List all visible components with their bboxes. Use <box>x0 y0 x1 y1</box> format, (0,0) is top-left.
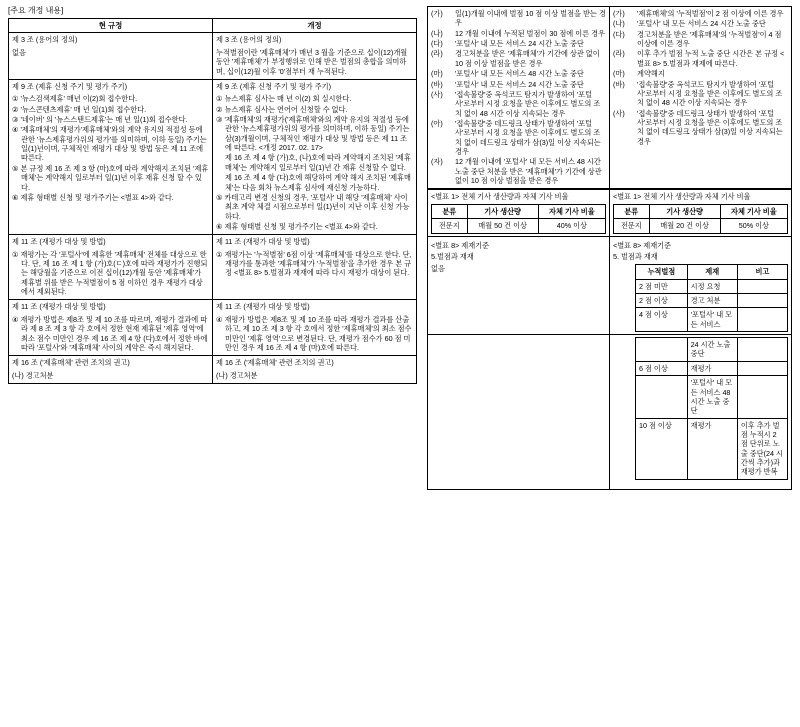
clause-item: ⑤ 카테고리 변경 신청의 경우, '포털사' 내 해당 '제휴매체' 사이 최초 계약 체결 시점으로부터 일(1)년이 지난 이후 신청 가능하다. <box>216 192 410 221</box>
item-text: 일(1)개월 이내에 벌점 10 점 이상 벌점을 받는 경우 <box>455 9 606 28</box>
clause-item: ③ '제휴매체'의 재평가('제휴매체'와의 계약 유지의 적절성 등에 관한 '뉴스제휴평가위의 평가를 의미하며, 이하 동일) 주기는 삼(3)개월이며, 구체적인 재평가 대상 및 방법 등은 제 11 조에 따른다. <개정 2017. 02. 17> <box>216 114 410 153</box>
item-text: '접속불량'중 데드링크 상태가 발생하여 '포털사'로부터 시정 요청을 받은 이후에도 별도의 조치 없이 데드링크 상태가 삼(3)일 이상 지속되는 경우 <box>637 108 783 146</box>
cell-score: 2 점 미만 <box>636 279 688 293</box>
cell-note <box>737 308 787 332</box>
item-number: (가) <box>613 9 625 18</box>
item-number: (라) <box>431 49 443 59</box>
sanction-table-continued <box>635 337 788 480</box>
cell-revised <box>610 190 792 236</box>
table-row <box>9 356 417 384</box>
clause-item: (나) 경고처분 <box>216 370 258 380</box>
item-number: (나) <box>613 19 625 29</box>
cell-output: 매월 50 건 이상 <box>467 219 538 233</box>
item-text: 12 개월 이내에 누적된 벌점이 30 점에 이른 경우 <box>455 28 605 38</box>
table-row <box>636 308 788 332</box>
appendix1-revised-table <box>613 204 788 234</box>
col-ratio: 자체 기사 비율 <box>538 204 605 218</box>
cell-sanction: 시정 요청 <box>687 279 737 293</box>
cell-revised <box>610 335 792 490</box>
table-row <box>636 418 788 479</box>
page-title: [주요 개정 내용] <box>8 6 64 15</box>
appendix1-table <box>427 189 792 490</box>
comparison-table <box>8 18 417 384</box>
table-row <box>9 235 417 300</box>
cell-sanction: 재평가 <box>687 361 737 375</box>
cell-note <box>737 361 787 375</box>
appendix8-label: <별표 8> 제재기준 <box>613 240 672 250</box>
item-text: '접속불량'중 데드링크 상태가 발생하여 '포털사'로부터 시정 요청을 받은 이후에도 별도의 조치 없이 데드링크 상태가 삼(3)일 이상 지속되는 경우 <box>455 118 601 157</box>
clause-item: ② 뉴스제휴 심사는 연어어 신청할 수 없다. <box>216 104 348 114</box>
item-text: '접속불량'중 옥석코드 탐지가 발생하여 '포털사'로부터 시정 요청을 받은 이후에도 별도의 조치 없이 48 시간 이상 지속되는 경우 <box>455 89 601 118</box>
item-number: (사) <box>431 89 443 99</box>
cell-current <box>9 235 213 300</box>
header-current: 현 규정 <box>9 19 213 33</box>
right-column <box>427 6 792 490</box>
appendix1-current-table <box>431 204 606 234</box>
appendix8-subtitle: 5.벌점과 재재 <box>431 251 474 261</box>
clause-item: 제 16 조 제 4 항 (가)호, (나)호에 따라 계약해지 조치된 '제휴매체'는 계약해지 일로부터 일(1)년 간 재휴 신청할 수 없다. <box>225 153 411 172</box>
appendix8-label: <별표 8> 제재기준 <box>431 240 490 250</box>
left-column <box>8 18 417 384</box>
appendix1-label: <별표 1> 전체 기사 생산량과 자체 기사 비율 <box>613 192 751 202</box>
cell-note: 이후 추가 벌점 누적시 2 점 단위로 노출 중단(24 시간씩 추가)과 재평가 반복 <box>737 418 787 479</box>
cell-revised <box>213 33 417 79</box>
clause-heading: 제 3 조 (용어의 정의) <box>12 35 78 45</box>
clause-item: ④ 재평가 방법은 제8조 및 제 10 조를 따르며, 재평가 결과에 따라 제 8 조 제 3 항 각 호에서 정한 현재 제휴된 '제휴 영역'에 최소 점수 미만인 경우 제 16 조 제 4 항 (다)호에서 정한 바에 따라 '포털사'와 '제휴매체' 사이의 계약은 즉시 해지된다. <box>12 314 208 352</box>
cell-current <box>428 7 610 189</box>
cell-score: 4 점 이상 <box>636 308 688 332</box>
item-number: (사) <box>613 108 625 118</box>
appendix1-label: <별표 1> 전체 기사 생산량과 자체 기사 비율 <box>431 192 569 202</box>
table-row <box>636 279 788 293</box>
clause-text: 누적별점이란 '제휴매체'가 매년 3 월을 기준으로 십이(12)개월 동안 '제휴매체'가 부정행위로 인해 받은 벌점의 총합을 의미하며, 십이(12)월 이후 '0'점부터 재 누적된다. <box>216 47 408 76</box>
clause-item: ⑤ 본 규정 제 16 조 제 3 항 (마)호에 따라 계약해지 조치된 '제휴매체'는 계약해지 일로부터 일(1)년 이후 재휴 신청 할 수 있다. <box>12 163 209 192</box>
clause-item: ① '뉴스검색제휴' 매년 이(2)회 접수한다. <box>12 94 138 104</box>
cell-revised <box>213 300 417 356</box>
cell-current <box>9 300 213 356</box>
item-text: '접속불량'중 옥석코드 탐지가 발생하여 '포털사'로부터 시정 요청을 받은 이후에도 별도의 조치 없이 48 시간 이상 지속되는 경우 <box>637 79 783 108</box>
item-number: (바) <box>613 79 625 89</box>
cell-revised <box>213 79 417 234</box>
cell-note <box>737 338 787 362</box>
clause-item: (나) 경고처분 <box>12 370 54 380</box>
cell-sanction: 재평가 <box>687 418 737 479</box>
cell-sanction: '포털사' 내 모든 서비스 48시간 노출 중단 <box>687 376 737 418</box>
table-row <box>636 361 788 375</box>
cell-score <box>636 338 688 362</box>
table-row <box>9 79 417 234</box>
cell-current <box>9 33 213 79</box>
clause-heading: 제 9 조 (제휴 신청 주기 및 평가 주기) <box>216 81 332 91</box>
cell-score: 10 점 이상 <box>636 418 688 479</box>
cell-revised <box>213 235 417 300</box>
table-row <box>428 335 792 490</box>
item-number: (가) <box>431 9 443 18</box>
cell-current <box>9 79 213 234</box>
item-text: '포털사' 내 모든 서비스 24 시간 노출 중단 <box>455 39 584 49</box>
cell-sanction: 24 시간 노출 중단 <box>687 338 737 362</box>
cell-revised <box>213 356 417 384</box>
item-text: 이후 추가 벌점 누적 노출 중단 시간은 본 규정 <별표 8> 5.벌점과 재제에 따른다. <box>637 49 785 68</box>
clause-item: 제 16 조 제 4 항 (다)호에 해당하여 계약 해지 조치된 '제휴매체'는 다음 회차 뉴스제휴 심사에 재신청 가능하다. <box>225 173 411 192</box>
clause-item: ① 재평가는 '누적별점' 6점 이상 '제휴매체'를 대상으로 한다. 단, 재평가를 통과한 '제휴매체'가 '누적벌점'을 추가한 경우 본 규정 <별표 8> 5.벌점과 재재에 따라 다시 재평가 대상이 된다. <box>216 249 412 278</box>
cell-sanction: 경고 처분 <box>687 293 737 307</box>
item-number: (라) <box>613 49 625 59</box>
cell-output: 매월 20 건 이상 <box>649 219 720 233</box>
clause-item: ① 뉴스제휴 심사는 매 년 이(2) 회 실시한다. <box>216 94 352 104</box>
item-text: '포털사' 내 모든 서비스 48 시간 노출 중단 <box>455 69 584 79</box>
clause-text: 없음 <box>12 47 26 57</box>
item-text: 경고처분을 받은 '제휴매체'의 '누적벌점'이 4 점 이상에 이른 경우 <box>637 29 782 49</box>
col-output: 기사 생산량 <box>649 204 720 218</box>
table-row <box>432 219 606 233</box>
col-category: 분류 <box>432 204 468 218</box>
col-note: 비고 <box>737 265 787 279</box>
cell-current <box>428 236 610 335</box>
cell-score: 2 점 이상 <box>636 293 688 307</box>
clause-heading: 제 11 조 (재평가 대상 및 방법) <box>216 302 310 312</box>
item-text: '포털사' 내 모든 서비스 24 시간 노출 중단 <box>637 19 766 29</box>
item-text: '포털사' 내 모든 서비스 24 시간 노출 중단 <box>455 79 584 89</box>
clause-item: ② '뉴스콘텐츠제휴' 매 년 일(1)회 접수한다. <box>12 104 147 114</box>
cell-ratio: 50% 이상 <box>720 219 787 233</box>
item-number: (아) <box>431 118 443 128</box>
col-sanction: 제재 <box>687 265 737 279</box>
item-text: '제휴매체'의 '누적벌점'이 2 점 이상에 이른 경우 <box>637 9 784 18</box>
clause-heading: 제 16 조 ('제휴매체' 관련 조치의 권고) <box>216 358 334 368</box>
item-number: (다) <box>431 39 443 49</box>
cell-note <box>737 376 787 418</box>
appendix8-body: 없음 <box>431 264 445 274</box>
cell-current <box>428 190 610 236</box>
clause-heading: 제 16 조 ('제휴매체' 관련 조치의 권고) <box>12 358 130 368</box>
table-row <box>636 293 788 307</box>
col-score: 누적벌점 <box>636 265 688 279</box>
table-row <box>428 7 792 189</box>
sanction-table <box>635 264 788 332</box>
appendix8-subtitle: 5. 벌점과 재재 <box>613 251 658 261</box>
cell-score <box>636 376 688 418</box>
cell-current <box>428 335 610 490</box>
clause-heading: 제 11 조 (재평가 대상 및 방법) <box>216 237 310 247</box>
clause-item: ④ 재평가 방법은 제8조 및 제 10 조를 따라 재평가 결과를 산출하고, 제 10 조 제 3 항 각 호에서 정한 '제휴매체'의 최소 점수 미만인 '제휴 영역'으로 변경된다. 단, 재평가 점수가 60 점 미만인 경우 제 16 조 제 4 항 (마)호에 따른다. <box>216 314 412 352</box>
table-header-row <box>432 204 606 218</box>
table-row <box>614 219 788 233</box>
table-header-row <box>636 265 788 279</box>
clause-heading: 제 3 조 (용어의 정의) <box>216 35 282 45</box>
cell-current <box>9 356 213 384</box>
item-number: (다) <box>613 29 625 39</box>
cell-ratio: 40% 이상 <box>538 219 605 233</box>
cell-sanction: '포털사' 내 모든 서비스 <box>687 308 737 332</box>
table-row <box>9 33 417 79</box>
clause-item: ⑥ 제휴 형태별 신청 및 평가주기는 <별표 4>와 같다. <box>12 192 174 202</box>
item-number: (나) <box>431 28 443 38</box>
clause-item: ③ '네이버' 의 '뉴스스탠드제휴'는 매 년 일(1)회 접수한다. <box>12 114 188 124</box>
cell-score: 6 점 이상 <box>636 361 688 375</box>
clause-heading: 제 9 조 (제휴 신청 주기 및 평가 주기) <box>12 81 128 91</box>
table-row <box>636 338 788 362</box>
table-header-row <box>9 19 417 33</box>
clause-item: ④ '제휴매체'의 재평가'제휴매체'와의 계약 유지의 적절성 등에 관한 '뉴스제휴평가위의 평가'를 의미하며, 이하 동일) 주기는 일(1)년이며, 구체적인 재평가 대상 및 방법 등은 제 11 조에 따른다. <box>12 125 207 163</box>
cell-note <box>737 279 787 293</box>
item-number: (마) <box>431 69 443 79</box>
cell-revised <box>610 7 792 189</box>
clause-heading: 제 11 조 (재평가 대상 및 방법) <box>12 302 106 312</box>
item-number: (자) <box>431 157 443 167</box>
table-row <box>636 376 788 418</box>
table-header-row <box>614 204 788 218</box>
col-ratio: 자체 기사 비율 <box>720 204 787 218</box>
clause-heading: 제 11 조 (재평가 대상 및 방법) <box>12 237 106 247</box>
cell-category: 전문지 <box>432 219 468 233</box>
item-text: 경고처분을 받은 '제휴매체'가 기간에 상관 없이 10 점 이상 벌점을 받은 경우 <box>455 49 600 68</box>
table-row <box>9 300 417 356</box>
cell-revised <box>610 236 792 335</box>
clause-item: ① 재평가는 각 '포털사'에 제휴한 '제휴매체' 전체를 대상으로 한다. 단, 제 16 조 제 1 항 (가)호(ㄷ)호에 따라 재평가가 진행되는 해당월을 기준으로 이전 십이(12)개월 동안 '제휴매체'가 제휴별 위를 받은 누적별점이 5 점 이하인 경우 재평가 대상에서 제외된다. <box>12 249 208 297</box>
clause-item: ⑥ 제휴 형태별 신청 및 평가주기는 <별표 4>와 같다. <box>216 221 378 231</box>
item-number: (바) <box>431 79 443 89</box>
col-category: 분류 <box>614 204 650 218</box>
header-revised: 개정 <box>213 19 417 33</box>
table-row <box>428 236 792 335</box>
col-output: 기사 생산량 <box>467 204 538 218</box>
article16-continuation-table <box>427 6 792 189</box>
item-text: 계약해지 <box>637 69 665 79</box>
table-row <box>428 190 792 236</box>
cell-note <box>737 293 787 307</box>
item-number: (마) <box>613 69 625 79</box>
item-text: 12 개월 이내에 '포털사' 내 모든 서비스 48 시간 노출 중단 처분을 받은 '제휴매체'가 기간에 상관 없이 10 점 이상 벌점을 받은 경우 <box>455 157 602 186</box>
cell-category: 전문지 <box>614 219 650 233</box>
